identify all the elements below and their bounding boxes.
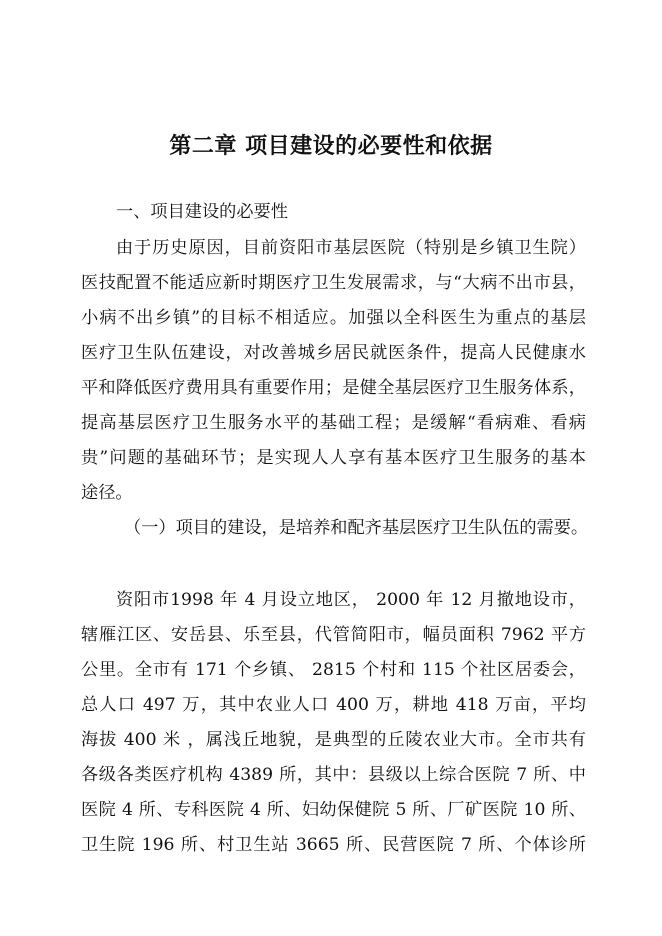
subsection-heading: （一）项目的建设，是培养和配齐基层医疗卫生队伍的需要。 — [124, 518, 589, 538]
section-heading: 一、项目建设的必要性 — [116, 202, 288, 222]
paragraph2-line: 资阳市1998 年 4 月设立地区， 2000 年 12 月撤地设市， — [116, 590, 586, 610]
paragraph2-line: 医院 4 所、专科医院 4 所、妇幼保健院 5 所、厂矿医院 10 所、 — [81, 800, 586, 820]
paragraph2-line: 海拔 400 米 ，属浅丘地貌，是典型的丘陵农业大市。全市共有 — [81, 730, 586, 750]
paragraph2-line: 辖雁江区、安岳县、乐至县，代管简阳市，幅员面积 7962 平方 — [81, 625, 586, 645]
chapter-title: 第二章 项目建设的必要性和依据 — [169, 134, 493, 159]
paragraph1-line: 提高基层医疗卫生服务水平的基础工程；是缓解“看病难、看病 — [81, 413, 586, 433]
paragraph1-line: 小病不出乡镇”的目标不相适应。加强以全科医生为重点的基层 — [81, 308, 586, 328]
paragraph1-line: 平和降低医疗费用具有重要作用；是健全基层医疗卫生服务体系， — [81, 378, 586, 398]
paragraph2-line: 公里。全市有 171 个乡镇、 2815 个村和 115 个社区居委会， — [81, 660, 586, 680]
paragraph2-line: 卫生院 196 所、村卫生站 3665 所、民营医院 7 所、个体诊所 — [81, 835, 586, 855]
paragraph1-line: 由于历史原因，目前资阳市基层医院（特别是乡镇卫生院） — [116, 238, 586, 258]
paragraph2-line: 总人口 497 万，其中农业人口 400 万，耕地 418 万亩，平均 — [81, 695, 586, 715]
paragraph1-line: 途径。 — [81, 483, 133, 503]
paragraph1-line: 医疗卫生队伍建设，对改善城乡居民就医条件，提高人民健康水 — [81, 343, 586, 363]
paragraph1-line: 医技配置不能适应新时期医疗卫生发展需求，与“大病不出市县， — [81, 273, 586, 293]
paragraph1-line: 贵”问题的基础环节；是实现人人享有基本医疗卫生服务的基本 — [81, 448, 586, 468]
paragraph2-line: 各级各类医疗机构 4389 所，其中：县级以上综合医院 7 所、中 — [81, 765, 586, 785]
